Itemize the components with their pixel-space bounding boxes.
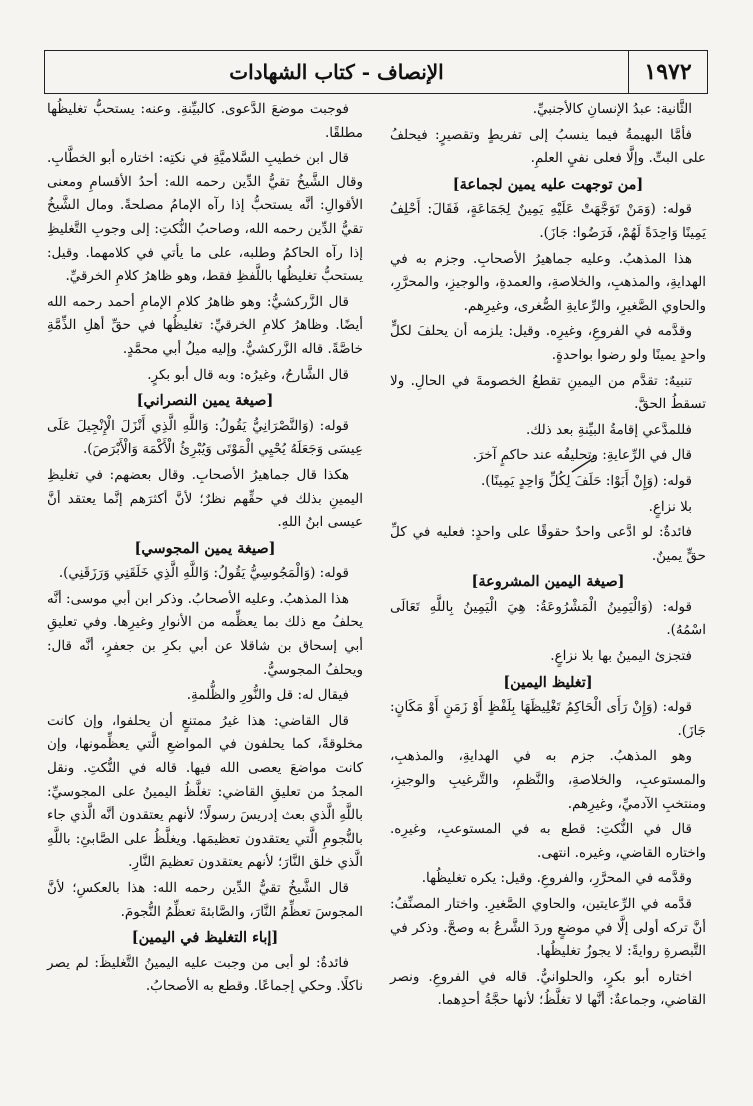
right-paragraph: قال في النُّكتِ: قطع به في المستوعبِ، وغيرِه. واختاره القاضي، وغيره. انتهى. — [390, 821, 706, 861]
right-paragraph: قوله: (وَإِنْ رَأَى الْحَاكِمُ تَغْلِيظَهَا بِلَفْظٍ أَوْ زَمَنٍ أَوْ مَكَانٍ: جَازَ). — [390, 699, 706, 739]
left-paragraph: قال الشَّيخُ تقيُّ الدِّين رحمه الله: هذا بالعكسِ؛ لأنَّ المجوسَ تعظِّمُ النَّارَ، والصَّابئةَ تعظِّمُ النُّجومَ. — [47, 880, 363, 920]
right-paragraph: وهو المذهبُ. جزم به في الهدايةِ، والمذهبِ، والمستوعبِ، والخلاصةِ، والنَّظمِ، والتَّرغيبِ والوجيزِ، ومنتخبِ الآدميِّ، وغيرِهم. — [390, 748, 706, 812]
right-paragraph: وقدَّمه في الفروعِ، وغيرِه. وقيل: يلزمه أن يحلفَ لكلٍّ واحدٍ يمينًا ولو رضوا بواحدةٍ. — [390, 323, 706, 363]
running-title: الإنصاف - كتاب الشهادات — [229, 60, 444, 84]
right-paragraph: الثَّانية: عبدُ الإنسانِ كالأجنبيِّ. — [532, 101, 692, 117]
right-paragraph: فتجزئ اليمينُ بها بلا نزاعٍ. — [550, 648, 692, 665]
right-paragraph: قال في الرِّعايةِ: وتحليفُه عند حاكمٍ آخرَ. — [472, 447, 692, 464]
left-paragraph: فيقال له: قل والنُّورِ والظُّلمةِ. — [186, 687, 349, 704]
left-paragraph: قال الشَّارحُ، وغيرُه: وبه قال أبو بكرٍ. — [147, 366, 349, 383]
right-paragraph: اختاره أبو بكرٍ، والحلوانيُّ. قاله في الفروعِ. ونصر القاضي، وجماعةٌ: أنَّها لا تغلَّظُ؛ لأنها حجَّةُ أحدِهما. — [390, 968, 706, 1009]
right-section-heading: [من توجهت عليه يمين لجماعة] — [452, 175, 644, 193]
right-paragraph: قوله: (وَإِنْ أَبَوْا: حَلَفَ لِكُلِّ وَاحِدٍ يَمِينًا). — [481, 472, 692, 489]
right-paragraph: هذا المذهبُ. وعليه جماهيرُ الأصحابِ. وجزم به في الهدايةِ، والمذهبِ، والخلاصةِ، والعمدةِ، والوجيزِ، والمحرَّرِ، والحاوي الصَّغيرِ، والرِّعايةِ الصُّغرى، وغيرِهم. — [390, 250, 706, 314]
right-paragraph: قوله: (وَمَنْ تَوَجَّهَتْ عَلَيْهِ يَمِينٌ لِجَمَاعَةٍ، فَقَالَ: أَحْلِفُ يَمِينًا وَاحِدَةً لَهُمْ، فَرَضُوا: جَازَ). — [390, 201, 706, 241]
right-section-heading: [صيغة اليمين المشروعة] — [471, 573, 625, 591]
right-paragraph: فأمَّا البهيمةُ فيما ينسبُ إلى تفريطٍ وتقصيرٍ: فيحلفُ على البتِّ. وإلَّا فعلى نفيِ العلمِ. — [390, 126, 706, 167]
right-paragraph: تنبيهٌ: تقدَّم من اليمينِ تقطعُ الخصومةَ في الحالِ. ولا تسقطُ الحقَّ. — [390, 372, 706, 413]
left-section-heading: [صيغة يمين المجوسي] — [134, 539, 276, 557]
left-paragraph: فوجبت موضعَ الدَّعوى. كالبيِّنةِ. وعنه: يستحبُّ تغليظُها مطلقًا. — [47, 101, 363, 141]
left-paragraph: قوله: (وَالنَّصْرَانِيُّ يَقُولُ: وَاللَّهِ الَّذِي أَنْزَلَ الْإِنْجِيلَ عَلَى عِيسَى وَجَعَلَهُ يُحْيِي الْمَوْتَى وَيُبْرِئُ الْأَكْمَهَ وَالْأَبْرَصَ). — [47, 417, 363, 458]
right-section-heading: [تغليظ اليمين] — [503, 673, 593, 691]
running-header — [44, 50, 708, 94]
left-paragraph: فائدةٌ: لو أبى من وجبت عليه اليمينُ التَّغليظَ: لم يصر ناكلًا. وحكي إجماعًا. وقطع به الأصحابُ. — [47, 954, 363, 995]
right-text-column — [390, 98, 706, 1015]
right-paragraph: فائدةٌ: لو ادَّعى واحدٌ حقوقًا على واحدٍ: فعليه في كلِّ حقٍّ يمينٌ. — [390, 524, 706, 564]
pen-mark-icon — [568, 452, 598, 476]
right-paragraph: قوله: (وَالْيَمِينُ الْمَشْرُوعَةُ: هِيَ الْيَمِينُ بِاللَّهِ تَعَالَى اسْمُهُ). — [390, 598, 706, 639]
left-paragraph: قوله: (وَالْمَجُوسِيُّ يَقُولُ: وَاللَّهِ الَّذِي خَلَقَنِي وَرَزَقَنِي). — [58, 565, 349, 582]
right-paragraph: بلا نزاعٍ. — [648, 498, 692, 515]
left-paragraph: هذا المذهبُ. وعليه الأصحابُ. وذكر ابن أبي موسى: أنَّه يحلفُ مع ذلك بما يعظِّمه من الأنوارِ وغيرِها. وفي تعليقِ أبي إسحاق بن شاقلا عن أبي بكرِ بن جعفرٍ، أنَّه قال: ويحلفُ المجوسيُّ. — [47, 590, 363, 678]
right-paragraph: وقدَّمه في المحرَّرِ، والفروعِ. وقيل: يكره تغليظُها. — [421, 870, 692, 887]
left-text-column — [47, 98, 363, 1001]
left-paragraph: قال القاضي: هذا غيرُ ممتنعٍ أن يحلفوا، وإن كانت مخلوقةً، كما يحلفون في المواضعِ الَّتي يعظِّمونها، وإن كانت مواضعَ يعصى الله فيها. قاله في النُّكتِ. ونقل المجدُ من تعليقِ القاضي: تغلَّظُ اليمينُ على المجوسيِّ: باللَّهِ الَّذي بعث إدريسَ رسولًا؛ لأنهم يعتقدون أنَّه الَّذي جاء بالنُّجومِ الَّتي يعتقدون تعظيمَها. ويغلَّظُ على الصَّابئِ: باللَّهِ الَّذي خلق النَّارَ؛ لأنهم يعتقدون تعظيمَ النَّارِ. — [47, 712, 363, 871]
left-section-heading: [صيغة يمين النصراني] — [136, 392, 274, 410]
left-section-heading: [إباء التغليظ في اليمين] — [131, 929, 279, 947]
right-paragraph: فللمدَّعي إقامةُ البيِّنةِ بعد ذلك. — [525, 421, 692, 438]
left-paragraph: قال الزَّركشيُّ: وهو ظاهرُ كلامِ الإمامِ أحمد رحمه الله أيضًا. وظاهرُ كلامِ الخرقيِّ: تغليظُها في حقِّ أهلِ الذِّمَّةِ خاصَّةً. قاله الزَّركشيُّ. وإليه ميلُ أبي محمَّدٍ. — [47, 293, 363, 357]
left-paragraph: هكذا قال جماهيرُ الأصحابِ. وقال بعضهم: في تغليظِ اليمينِ بذلك في حقِّهم نظرٌ؛ لأنَّ أكثرَهم إنَّما يعتقد أنَّ عيسى ابنُ اللهِ. — [47, 466, 363, 531]
page-number: ١٩٧٢ — [628, 51, 707, 93]
right-paragraph: قدَّمه في الرِّعايتين، والحاوي الصَّغيرِ. واختار المصنِّفُ: أنَّ تركه أولى إلَّا في موضعٍ وردَ الشَّرعُ به وصحَّ. وذكر في التَّبصرةِ روايةً: لا يجوزُ تغليظُها. — [390, 896, 706, 960]
left-paragraph: قال ابن خطيبِ السَّلاميَّةِ في نكتِه: اختاره أبو الخطَّابِ. وقال الشَّيخُ تقيُّ الدِّين رحمه الله: أحدُ الأقسامِ ومعنى الأقوالِ: أنَّه يستحبُّ إذا رآه الإمامُ مصلحةً. ومال الشَّيخُ تقيُّ الدِّين رحمه الله، وصاحبُ النُّكتِ: إلى وجوبِ التَّغليظِ إذا رآه الحاكمُ وطلبه، على ما يأتي في كلامهما. وقيل: يستحبُّ تغليظُها باللَّفظِ فقط، وهو ظاهرُ كلامِ الخرقيِّ. — [47, 150, 363, 285]
